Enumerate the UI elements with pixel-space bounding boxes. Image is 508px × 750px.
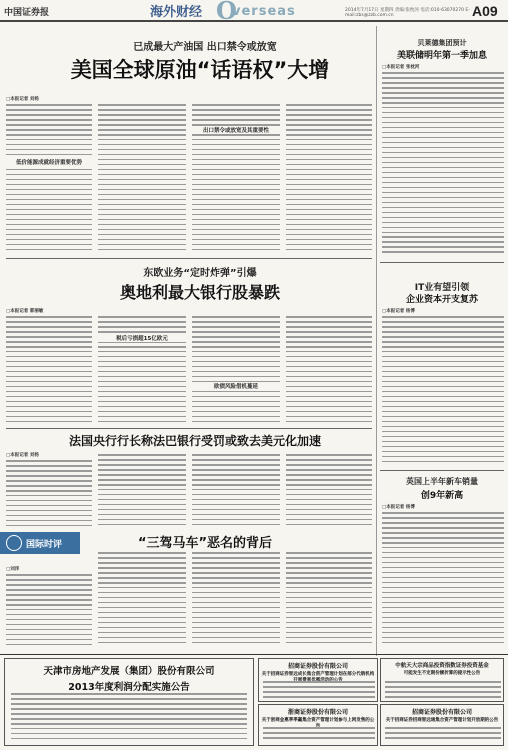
right-story1-body [382, 72, 504, 258]
section-title-en: verseas [232, 4, 296, 19]
ad-cms-2-title: 招商证券股份有限公司 [411, 709, 472, 716]
lead-subhead-2: 出口禁令或放宽及其重要性 [192, 126, 280, 134]
right-story1-title: 美联储明年第一季加息 [396, 51, 487, 61]
section-letter: O [216, 0, 237, 25]
lead-title: 美国全球原油“话语权”大增 [70, 58, 330, 82]
story2-subtitle: 东欧业务“定时炸弹”引爆 [143, 268, 257, 279]
story2-column-4 [286, 316, 372, 424]
right-story1-subtitle: 贝莱德集团预计 [417, 39, 467, 47]
right-story3-title: 创9年新高 [420, 491, 464, 501]
ad-zheshang-subtitle: 关于浙商金惠季季赢集合资产管理计划参与上网发售的公 [261, 718, 375, 723]
ad-cms-1-title: 招商证券股份有限公司 [287, 663, 348, 670]
right-story2-byline: □本报记者 杨博 [382, 309, 415, 314]
story2-subhead-1: 税后亏损超15亿欧元 [98, 334, 186, 342]
page-header [0, 0, 508, 25]
commentary-badge [0, 532, 80, 554]
ad-cms-2-body [385, 727, 501, 745]
lead-column-2 [98, 104, 186, 252]
ad-avic-title: 中航天大宗商品投资指数证券投资基金 [395, 663, 489, 669]
divider [380, 262, 504, 263]
ad-cms-1 [258, 658, 378, 702]
divider [6, 428, 372, 429]
story2-column-3 [192, 316, 280, 424]
right-story3-body [382, 512, 504, 650]
column-body-2 [98, 552, 186, 650]
ad-tianjin-subtitle: 2013年度利润分配实施公告 [68, 682, 190, 693]
ad-avic [380, 658, 504, 702]
story2-byline: □本报记者 郭丽敏 [6, 309, 44, 314]
ad-zheshang-body [263, 727, 375, 745]
ad-cms-2 [380, 704, 504, 746]
right-story1-byline: □本报记者 张枕河 [382, 65, 420, 70]
ads-divider [0, 654, 508, 655]
ad-cms-1-subtitle: 关于招商证券智远成长集合资产管理计划在部分代销机构 [261, 672, 375, 677]
ad-zheshang [258, 704, 378, 746]
column-title: “三驾马车”恶名的背后 [137, 536, 273, 551]
right-story2-title: 企业资本开支复苏 [405, 295, 478, 305]
ad-zheshang-title: 浙商证券股份有限公司 [287, 709, 348, 716]
ad-tianjin-title: 天津市房地产发展（集团）股份有限公司 [43, 666, 215, 677]
ad-avic-body [385, 681, 501, 701]
commentary-badge-label: 国际时评 [26, 540, 63, 550]
newspaper-name: 中国证券报 [4, 8, 50, 18]
ad-tianjin [4, 658, 254, 746]
ad-tianjin-body [11, 693, 247, 743]
story2-column-1 [6, 316, 92, 424]
right-story2-body [382, 316, 504, 466]
story3-column-3 [192, 454, 280, 530]
lead-byline: □本报记者 刘杨 [6, 97, 39, 102]
story2-subhead-2: 欧债风险借机蔓延 [192, 382, 280, 390]
column-body-1 [6, 574, 92, 650]
lead-column-4 [286, 104, 372, 252]
column-divider [376, 26, 377, 656]
section-title: 海外财经 [150, 5, 203, 20]
divider [6, 258, 372, 259]
ad-avic-subtitle: 可能发生不定期份额折算的提示性公告 [403, 671, 481, 676]
story3-column-4 [286, 454, 372, 530]
header-meta: 2014年7月17日 星期四 责编:张枕河 电话:010-63070270 E-mail:zbs@zzb.com.cn [345, 8, 470, 18]
story3-column-1 [6, 460, 92, 528]
lead-column-1 [6, 104, 92, 252]
story3-byline: □本报记者 刘杨 [6, 453, 39, 458]
divider [380, 470, 504, 471]
lead-subtitle: 已成最大产油国 出口禁令或放宽 [133, 42, 277, 53]
page-number: A09 [472, 3, 498, 19]
column-body-4 [286, 552, 372, 650]
globe-icon [6, 535, 22, 551]
ad-cms-1-body [263, 681, 375, 701]
column-byline: □刘洋 [6, 567, 20, 572]
right-story2-subtitle: IT业有望引领 [414, 283, 470, 293]
ad-cms-2-subtitle: 关于招商证券招商智远通集合资产管理计划开放期的公告 [385, 718, 499, 723]
right-story3-subtitle: 英国上半年新车销量 [406, 477, 478, 486]
story2-column-2 [98, 316, 186, 424]
lead-subhead-1: 低价能源成就经济重要优势 [6, 158, 92, 166]
column-body-3 [192, 552, 280, 650]
right-story3-byline: □本报记者 杨博 [382, 505, 415, 510]
story3-column-2 [98, 454, 186, 530]
story3-title: 法国央行行长称法巴银行受罚或致去美元化加速 [68, 434, 321, 448]
story2-title: 奥地利最大银行股暴跌 [119, 283, 280, 302]
